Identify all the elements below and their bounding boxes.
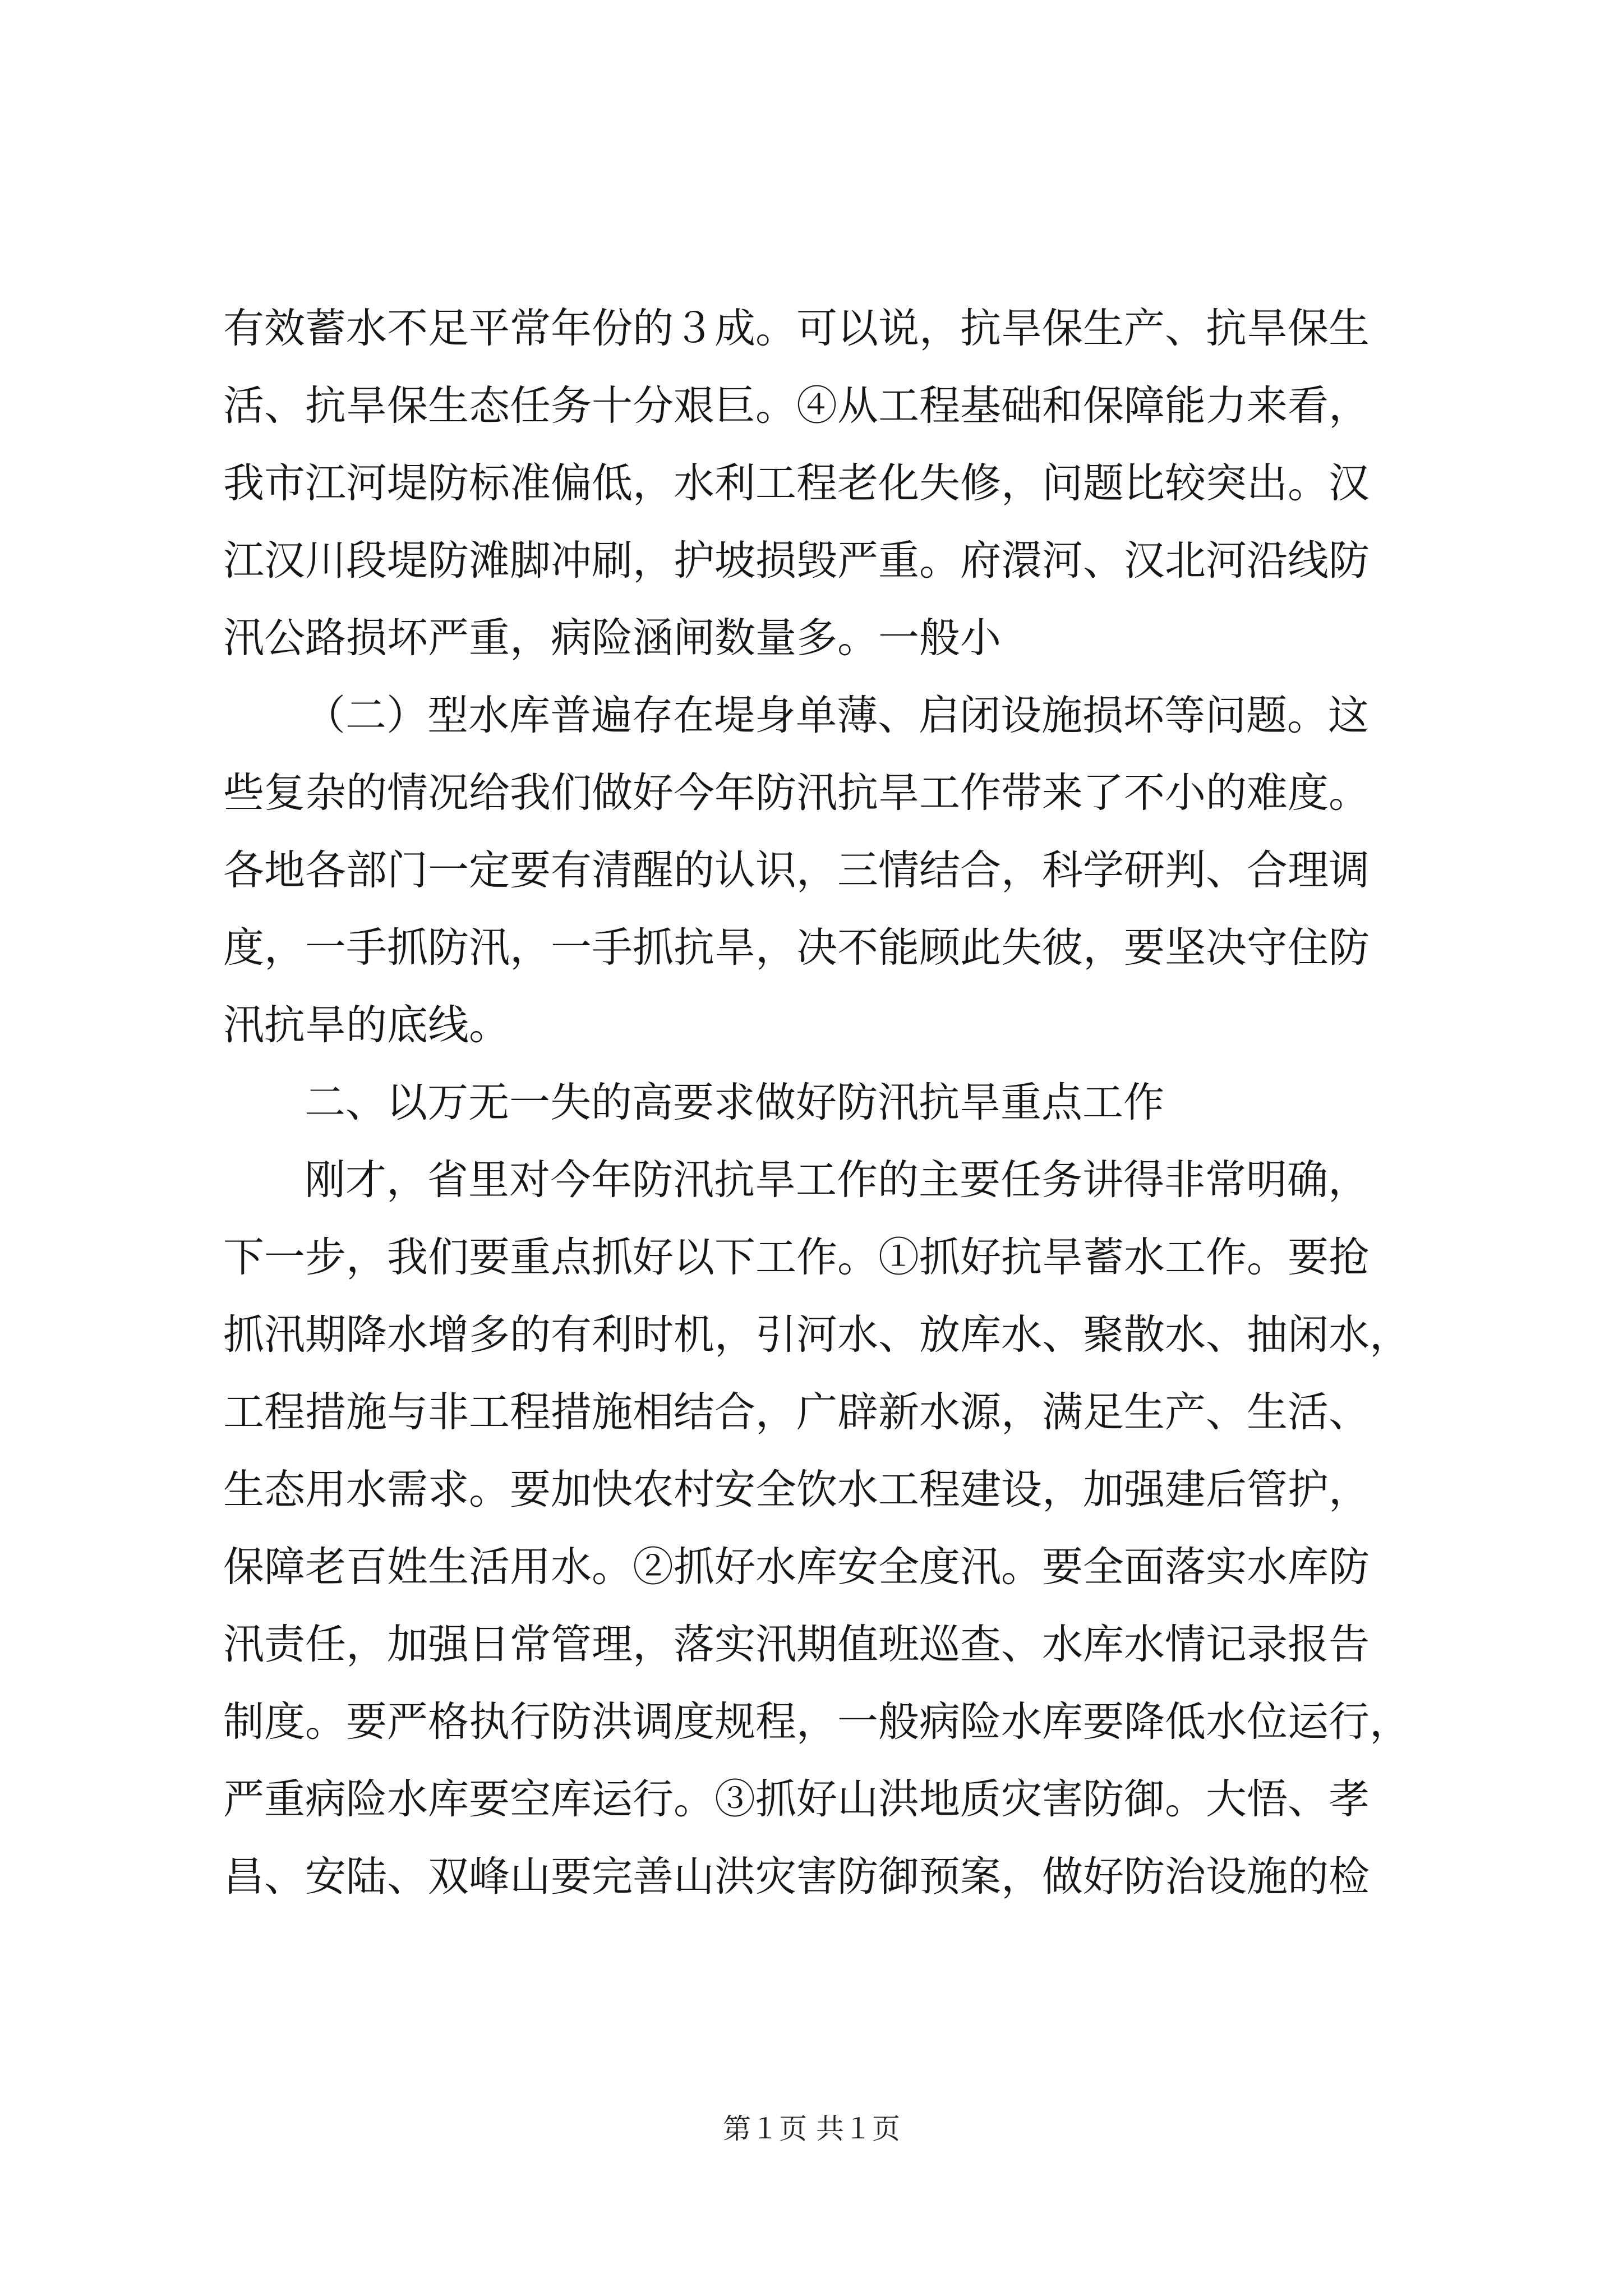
text-line: 抓汛期降水增多的有利时机，引河水、放库水、聚散水、抽闲水， (223, 1311, 1410, 1359)
section-heading: 二、以万无一失的高要求做好防汛抗旱重点工作 (305, 1079, 1164, 1126)
text-line: 各地各部门一定要有清醒的认识，三情结合，科学研判、合理调 (223, 846, 1370, 894)
section-heading: （二）型水库普遍存在堤身单薄、启闭设施损坏等问题。这 (305, 692, 1369, 739)
text-line: 汛抗旱的底线。 (223, 1001, 510, 1049)
page-number-footer: 第１页 共１页 (723, 2113, 900, 2145)
text-line: 些复杂的情况给我们做好今年防汛抗旱工作带来了不小的难度。 (223, 769, 1370, 817)
text-line: 严重病险水库要空库运行。③抓好山洪地质灾害防御。大悟、孝 (223, 1775, 1370, 1823)
text-line: 工程措施与非工程措施相结合，广辟新水源，满足生产、生活、 (223, 1388, 1370, 1436)
text-line: 制度。要严格执行防洪调度规程，一般病险水库要降低水位运行， (223, 1698, 1410, 1746)
text-line: 保障老百姓生活用水。②抓好水库安全度汛。要全面落实水库防 (223, 1543, 1370, 1591)
paragraph-start: 刚才，省里对今年防汛抗旱工作的主要任务讲得非常明确， (305, 1156, 1369, 1204)
text-line: 有效蓄水不足平常年份的３成。可以说，抗旱保生产、抗旱保生 (223, 305, 1370, 352)
text-line: 江汉川段堤防滩脚冲刷，护坡损毁严重。府澴河、汉北河沿线防 (223, 537, 1370, 585)
text-line: 生态用水需求。要加快农村安全饮水工程建设，加强建后管护， (223, 1466, 1370, 1513)
text-line: 汛责任，加强日常管理，落实汛期值班巡查、水库水情记录报告 (223, 1621, 1370, 1668)
text-line: 度，一手抓防汛，一手抓抗旱，决不能顾此失彼，要坚决守住防 (223, 924, 1370, 972)
text-line: 我市江河堤防标准偏低，水利工程老化失修，问题比较突出。汉 (223, 459, 1370, 507)
text-line: 汛公路损坏严重，病险涵闸数量多。一般小 (223, 614, 1001, 662)
text-line: 昌、安陆、双峰山要完善山洪灾害防御预案，做好防治设施的检 (223, 1853, 1370, 1901)
text-line: 下一步，我们要重点抓好以下工作。①抓好抗旱蓄水工作。要抢 (223, 1234, 1370, 1281)
text-line: 活、抗旱保生态任务十分艰巨。④从工程基础和保障能力来看， (223, 382, 1370, 430)
